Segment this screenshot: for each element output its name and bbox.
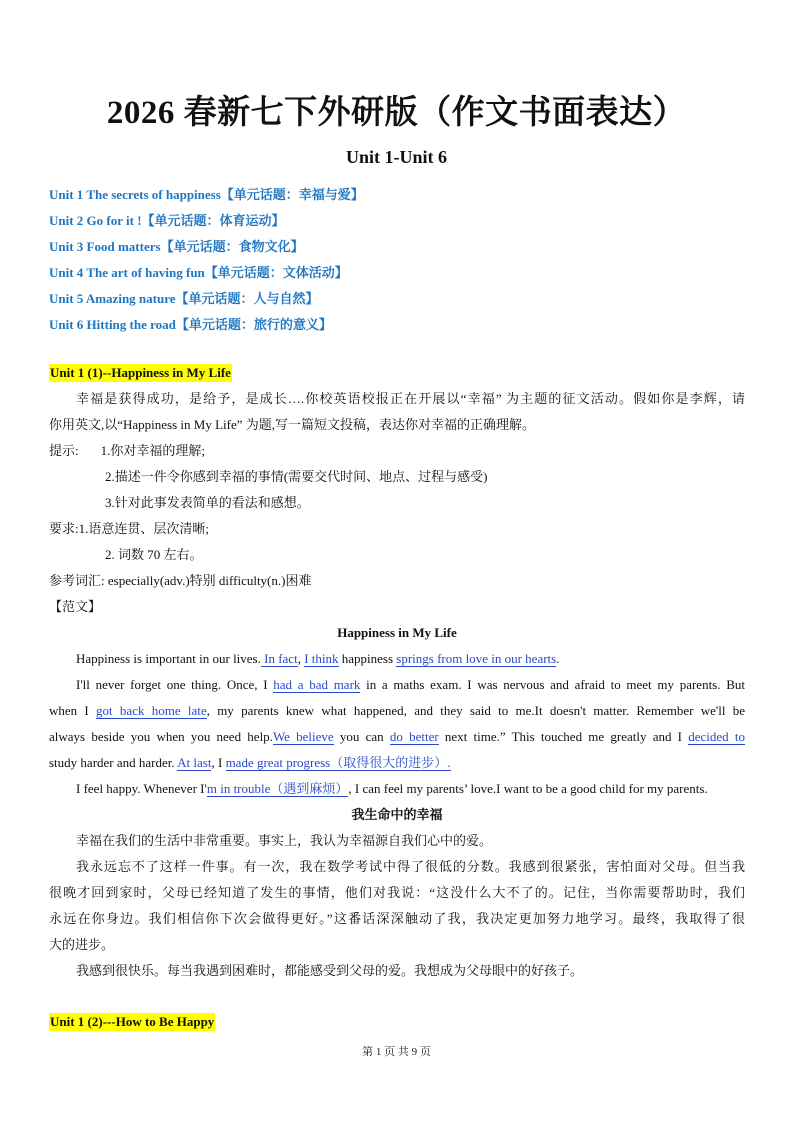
phrase-link[interactable]: At last xyxy=(177,755,212,770)
section-heading-unit1-1: Unit 1 (1)--Happiness in My Life xyxy=(50,365,231,380)
phrase-link[interactable]: springs from love in our hearts xyxy=(396,651,557,666)
requirement-item: 2. 词数 70 左右。 xyxy=(105,547,203,562)
toc-link-unit-6[interactable]: Unit 6 Hitting the road【单元话题：旅行的意义】 xyxy=(49,317,332,332)
translation-title: 我生命中的幸福 xyxy=(351,807,443,822)
essay-paragraph-2-line xyxy=(49,672,745,698)
page-number-footer: 第 1 页 共 9 页 xyxy=(362,1046,431,1058)
phrase-link[interactable]: We believe xyxy=(272,729,334,744)
essay-text: , I can feel my parents’ love.I want to be a good child for my parents. xyxy=(348,781,708,796)
hint-row xyxy=(49,438,745,464)
essay-text: next time.” This touched me greatly and I xyxy=(438,729,689,744)
hint-item: 3.针对此事发表简单的看法和感想。 xyxy=(105,495,310,510)
translation-paragraph-2-line: 我永远忘不了这样一件事。有一次，我在数学考试中得了很低的分数。我感到很紧张，害怕面对父母。但当我 xyxy=(76,859,745,874)
essay-text: . xyxy=(556,651,560,666)
phrase-link[interactable]: had a bad mark xyxy=(273,677,361,692)
essay-text: I'll never forget one thing. Once, I xyxy=(76,677,274,692)
essay-text: , xyxy=(297,651,305,666)
prompt-line: 你用英文,以“Happiness in My Life” 为题,写一篇短文投稿，表达你对幸福的正确理解。 xyxy=(49,417,536,432)
page-title: 2026 春新七下外研版（作文书面表达） xyxy=(106,95,687,131)
toc-link-unit-5[interactable]: Unit 5 Amazing nature【单元话题：人与自然】 xyxy=(49,291,319,306)
translation-paragraph-2-line: 很晚才回到家时，父母已经知道了发生的事情，他们对我说：“这没什么大不了的。记住，当你需要帮助时，我们 xyxy=(49,885,745,900)
sample-label: 【范文】 xyxy=(49,599,102,614)
requirement-item: 要求:1.语意连贯、层次清晰; xyxy=(49,521,209,536)
hint-label: 提示: xyxy=(49,443,79,458)
phrase-link[interactable]: made great progress（取得很大的进步）. xyxy=(225,755,451,770)
essay-text: happiness xyxy=(338,651,397,666)
page-subtitle: Unit 1-Unit 6 xyxy=(345,147,447,167)
translation-paragraph-3: 我感到很快乐。每当我遇到困难时，都能感受到父母的爱。我想成为父母眼中的好孩子。 xyxy=(76,963,584,978)
table-of-contents xyxy=(49,182,364,338)
sample-essay xyxy=(49,620,745,984)
vocabulary-note: 参考词汇: especially(adv.)特别 difficulty(n.)困难 xyxy=(49,573,312,588)
essay-text: always beside you when you need help. xyxy=(49,729,273,744)
essay-paragraph-2-line xyxy=(49,724,745,750)
essay-text: you can xyxy=(333,729,390,744)
essay-paragraph-2-line xyxy=(49,750,745,776)
phrase-link[interactable]: do better xyxy=(389,729,439,744)
toc-link-unit-2[interactable]: Unit 2 Go for it !【单元话题：体育运动】 xyxy=(49,213,285,228)
essay-text: , I xyxy=(211,755,226,770)
essay-text: , my parents knew what happened, and they said to me.It doesn't matter. Remember we'll be xyxy=(206,703,745,718)
essay-text: study harder and harder. xyxy=(49,755,178,770)
essay-text: when I xyxy=(49,703,97,718)
writing-prompt xyxy=(49,386,745,620)
essay-title: Happiness in My Life xyxy=(337,625,457,640)
phrase-link[interactable]: In fact xyxy=(260,651,298,666)
phrase-link[interactable]: I think xyxy=(304,651,339,666)
phrase-link[interactable]: decided to xyxy=(688,729,745,744)
section-heading-unit1-2: Unit 1 (2)---How to Be Happy xyxy=(50,1014,215,1029)
translation-paragraph-2-line: 永远在你身边。我们相信你下次会做得更好。”这番话深深触动了我，我决定更加努力地学习。最终，我取得了很 xyxy=(49,911,745,926)
essay-text: I feel happy. Whenever I' xyxy=(76,781,207,796)
translation-paragraph-2-line: 大的进步。 xyxy=(49,937,115,952)
hint-item: 2.描述一件令你感到幸福的事情(需要交代时间、地点、过程与感受) xyxy=(105,469,488,484)
toc-link-unit-3[interactable]: Unit 3 Food matters【单元话题：食物文化】 xyxy=(49,239,304,254)
toc-link-unit-4[interactable]: Unit 4 The art of having fun【单元话题：文体活动】 xyxy=(49,265,348,280)
essay-text: Happiness is important in our lives. xyxy=(76,651,261,666)
phrase-link[interactable]: got back home late xyxy=(96,703,207,718)
prompt-line: 幸福是获得成功，是给予，是成长….你校英语校报正在开展以“幸福” 为主题的征文活动。假如你是李辉，请 xyxy=(76,391,745,406)
translation-paragraph-1: 幸福在我们的生活中非常重要。事实上，我认为幸福源自我们心中的爱。 xyxy=(76,833,493,848)
essay-paragraph-1 xyxy=(49,646,745,672)
essay-paragraph-2-line xyxy=(49,698,745,724)
toc-link-unit-1[interactable]: Unit 1 The secrets of happiness【单元话题：幸福与爱】 xyxy=(49,187,364,202)
hint-item: 1.你对幸福的理解; xyxy=(100,443,205,458)
essay-text: in a maths exam. I was nervous and afraid to meet my parents. But xyxy=(360,677,745,692)
phrase-link[interactable]: m in trouble（遇到麻烦） xyxy=(206,781,349,796)
essay-paragraph-3 xyxy=(49,776,745,802)
